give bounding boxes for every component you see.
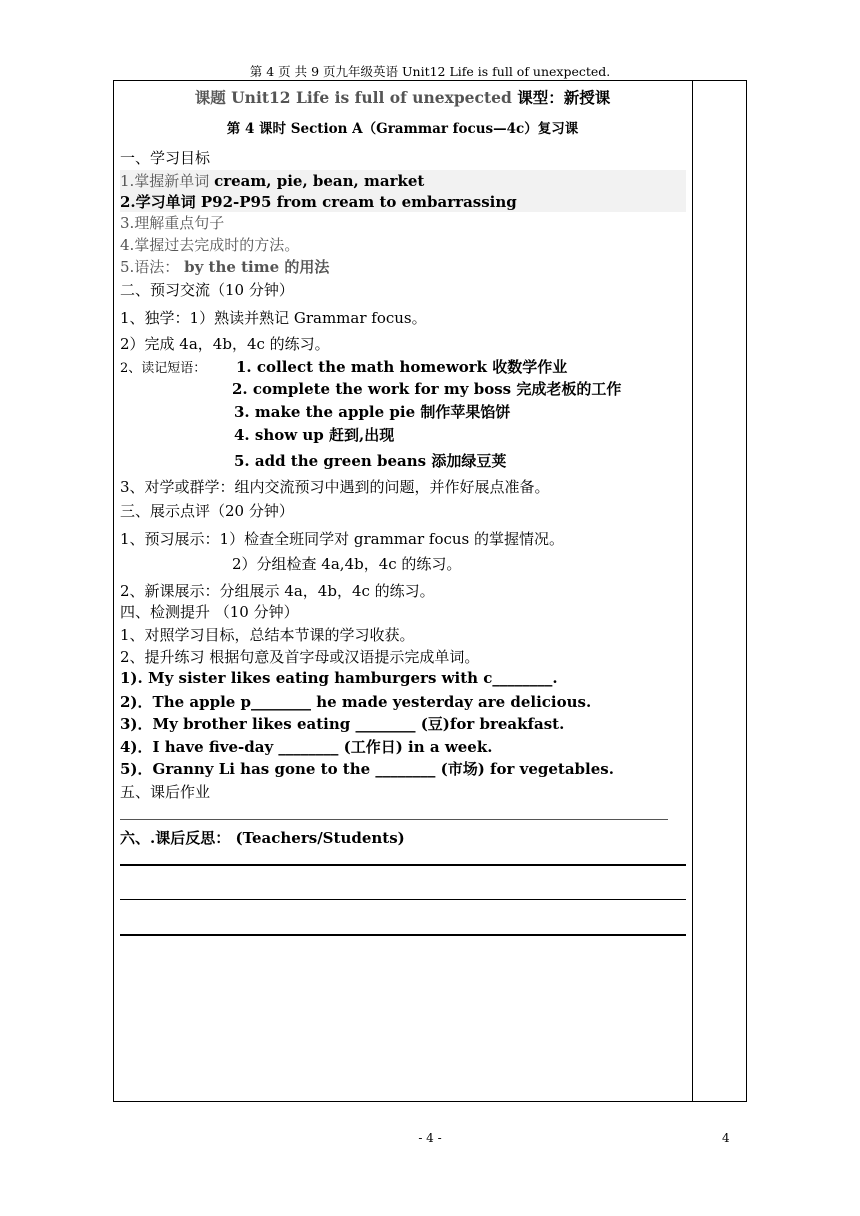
goal-5-body: by the time 的用法 bbox=[184, 258, 330, 276]
prep-item-3: 3、对学或群学：组内交流预习中遇到的问题，并作好展点准备。 bbox=[120, 478, 550, 496]
exercise-2: 2)．The apple p________ he made yesterday are delicious. bbox=[120, 693, 592, 711]
section-4-heading: 四、检测提升 （10 分钟） bbox=[120, 603, 299, 621]
page-number-center: - 4 - bbox=[418, 1131, 442, 1145]
exercise-4: 4)．I have five-day ________ (工作日) in a week. bbox=[120, 738, 493, 756]
exercise-5: 5)．Granny Li has gone to the ________ (市场) for vegetables. bbox=[120, 760, 614, 778]
reflection-line-3 bbox=[120, 934, 686, 936]
title-prefix: 课题 bbox=[194, 88, 226, 107]
show-item-3: 2、新课展示：分组展示 4a，4b，4c 的练习。 bbox=[120, 582, 435, 600]
section-1-heading: 一、学习目标 bbox=[120, 149, 211, 167]
prep-item-2: 2）完成 4a，4b，4c 的练习。 bbox=[120, 335, 330, 353]
reflection-line-1 bbox=[120, 864, 686, 866]
phrases-label: 2、读记短语： bbox=[120, 361, 207, 376]
goal-5-label: 5.语法： bbox=[120, 258, 180, 276]
goal-2: 2.学习单词 P92-P95 from cream to embarrassing bbox=[120, 191, 686, 212]
phrase-1: 1. collect the math homework 收数学作业 bbox=[236, 358, 568, 376]
title-type: 课型：新授课 bbox=[517, 88, 611, 107]
reflection-label: 六、.课后反思： bbox=[120, 829, 231, 847]
page-number-right: 4 bbox=[722, 1131, 730, 1145]
goal-4: 4.掌握过去完成时的方法。 bbox=[120, 236, 300, 254]
goal-1-words: cream, pie, bean, market bbox=[214, 172, 425, 190]
prep-item-1: 1、独学：1）熟读并熟记 Grammar focus。 bbox=[120, 309, 427, 327]
title-unit: Unit12 Life is full of unexpected bbox=[231, 88, 512, 107]
lesson-subtitle: 第 4 课时 Section A（Grammar focus—4c）复习课 bbox=[226, 121, 579, 137]
goal-3: 3.理解重点句子 bbox=[120, 214, 225, 232]
table-column-divider bbox=[692, 80, 693, 1102]
section-5-heading: 五、课后作业 bbox=[120, 783, 211, 801]
section-6-heading bbox=[120, 827, 405, 848]
page-header: 第 4 页 共 9 页九年级英语 Unit12 Life is full of unexpected. bbox=[249, 64, 611, 79]
section-2-heading: 二、预习交流（10 分钟） bbox=[120, 281, 294, 299]
exercise-1: 1). My sister likes eating hamburgers with c________. bbox=[120, 669, 558, 687]
reflection-body: (Teachers/Students) bbox=[235, 829, 405, 847]
lesson-title bbox=[113, 86, 692, 108]
phrase-3: 3. make the apple pie 制作苹果馅饼 bbox=[234, 403, 511, 421]
show-item-1: 1、预习展示：1）检查全班同学对 grammar focus 的掌握情况。 bbox=[120, 530, 565, 548]
test-item-2: 2、提升练习 根据句意及首字母或汉语提示完成单词。 bbox=[120, 648, 480, 666]
section-3-heading: 三、展示点评（20 分钟） bbox=[120, 502, 294, 520]
phrase-2: 2. complete the work for my boss 完成老板的工作 bbox=[232, 380, 622, 398]
goal-5 bbox=[120, 256, 329, 277]
phrase-4: 4. show up 赶到,出现 bbox=[234, 426, 395, 444]
test-item-1: 1、对照学习目标，总结本节课的学习收获。 bbox=[120, 626, 415, 644]
goal-1-label: 1.掌握新单词 bbox=[120, 172, 210, 190]
show-item-2: 2）分组检查 4a,4b，4c 的练习。 bbox=[232, 555, 462, 573]
homework-line bbox=[120, 819, 668, 820]
goal-1 bbox=[120, 170, 686, 191]
phrase-5: 5. add the green beans 添加绿豆荚 bbox=[234, 452, 507, 470]
reflection-line-2 bbox=[120, 899, 686, 900]
exercise-3: 3)．My brother likes eating ________ (豆)for breakfast. bbox=[120, 715, 565, 733]
